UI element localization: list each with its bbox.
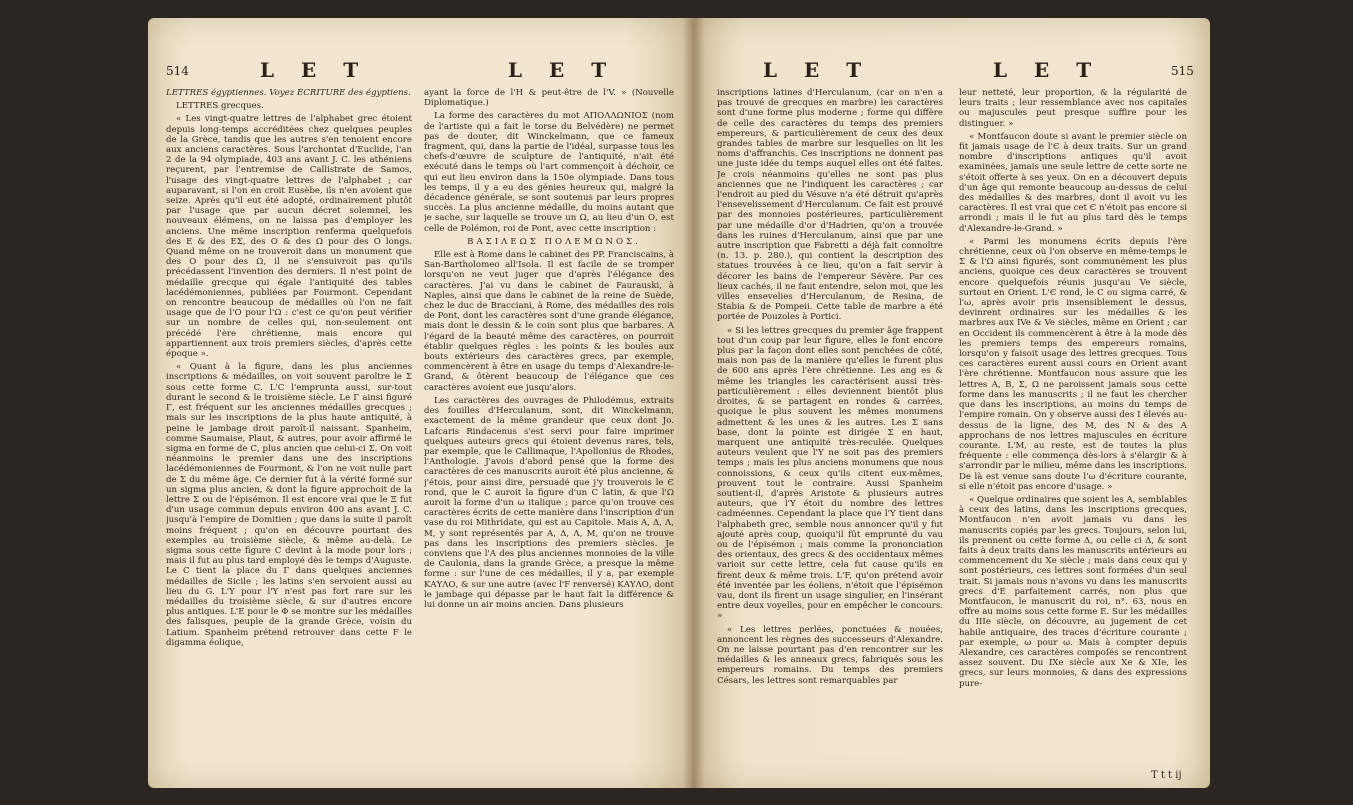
running-head-right: L E T — [508, 58, 617, 82]
running-head-right: L E T — [993, 58, 1102, 82]
paragraph: inscriptions latines d'Herculanum, (car on n'en a pas trouvé de grecques en marbre) les caractères sont d'une forme plus moderne ; forme qui diffère de celle des caractères du temps des premiers empereurs, & particulièrement de ceux des deux grandes tables de marbre sur lesquelles on lit les noms d'affranchis. Ces inscriptions ne donnent pas une juste idée du temps auquel elles ont été faites. Je crois néanmoins qu'elles ne sont pas plus anciennes que ne l'indiquent les caractères ; car l'endroit au pied du Vésuve n'a été détruit qu'après l'ensevelissement d'Herculanum. Ce fait est prouvé par des monnoies postérieures, particulièrement par une médaille d'or d'Hadrien, qu'on a trouvée dans les ruines d'Herculanum, ainsi que par une autre inscription que Fabretti a déjà fait connoître (n. 13. p. 280.), qui contient la description des statues trouvées à ce lieu, qu'on a fait servir à décorer les bains de l'empereur Sévère. Par ces lieux cachés, il ne faut entendre, selon moi, que les villes ensevelies d'Herculanum, de Resina, de Stabia & de Pompeii. Cette table de marbre a été portée de Pouzoles à Portici. — [717, 88, 943, 323]
signature-mark: T t t ij — [1151, 770, 1182, 781]
open-book — [148, 8, 1210, 798]
left-page — [148, 18, 693, 788]
page-number: 515 — [1171, 64, 1194, 78]
paragraph: La forme des caractères du mot ΑΠΟΛΛΩΝΙΟΣ (nom de l'artiste qui a fait le torse du Belvédère) ne permet pas de douter, dit Winckelmann, que ce fameux fragment, qui, dans la partie de l'idéal, surpasse tous les chefs-d'œuvre de sculpture de l'antiquité, n'ait été exécuté dans le temps où l'art commençoit à déchoir, ce qui eut lieu environ dans la 150e olympiade. Dans tous les temps, il y a eu des génies heureux qui, malgré la décadence générale, se sont soutenus par leurs propres succès. La plus ancienne médaille, du moins autant que je sache, sur laquelle se trouve un Ω, au lieu d'un Ο, est celle de Polémon, roi de Pont, avec cette inscription : — [424, 111, 674, 234]
right-page — [693, 18, 1210, 788]
right-column-1 — [717, 88, 943, 778]
paragraph: « Quant à la figure, dans les plus anciennes inscriptions & médailles, on voit souvent paroître le Σ sous cette forme Ϲ. L'Ϲ l'emprunta aussi, sur-tout durant le second & le troisième siècle. Le Γ ainsi figuré Γ, est fréquent sur les anciennes médailles grecques ; mais sur les inscriptions de la plus haute antiquité, à peine le jambage droit paroît-il naissant. Spanheim, comme Saumaise, Plaut, & autres, pour avoir affirmé le sigma en forme de Ϲ, plus ancien que celui-ci Σ. On voit néanmoins le premier dans une des inscriptions lacédémoniennes de Fourmont, & l'on ne voit nulle part de Σ du même âge. Ce dernier fut à la vérité formé sur un sigma plus ancien, & dont la figure approchoit de la lettre Σ ou de l'épisémon. Il est encore vrai que le Ξ fut d'un usage commun depuis environ 400 ans avant J. C. jusqu'à l'empire de Domitien ; que dans la suite il paroît moins fréquent ; qu'on en découvre pourtant des exemples au troisième siècle, & même au-delà. Le sigma sous cette figure Ϲ devint à la mode pour lors ; mais il fut au plus tard employé dès le temps d'Auguste. Le C tient la place du Γ dans quelques anciennes médailles de Sicile ; les latins s'en servoient aussi au lieu du G. L'Υ pour l'Υ n'est pas fort rare sur les médailles du troisième siècle, & sur d'autres encore plus antiques. L'Ε pour le Φ se montre sur les médailles des falisques, peuple de la grande Grèce, voisin du Latium. Spanheim prétend retrouver dans cette Ϝ le digamma éolique, — [166, 362, 412, 648]
right-column-2 — [959, 88, 1187, 770]
paragraph: « Quelque ordinaires que soient les Α, semblables à ceux des latins, dans les inscriptions grecques, Montfaucon n'en avoit jamais vu dans les manuscrits copiés par les grecs. Toujours, selon lui, ils prennent ou cette forme Δ, ou celle ci Δ, & sont faits à deux traits dans les manuscrits antérieurs au commencement du Xe siècle ; mais dans ceux qui y sont postérieurs, ces lettres sont formées d'un seul trait. Si jamais nous n'avons vu dans les manuscrits grecs d'Ε parfaitement carrés, non plus que Montfaucon, le manuscrit du roi, n°. 63, nous en offre au moins sous cette forme Ε. Sur les médailles du IIIe siècle, on découvre, au jugement de cet habile antiquaire, des traces d'écriture courante ; par exemple, ω pour ω. Mais à compter depuis Alexandre, ces caractères compoſés se rencontrent assez souvent. Du IXe siècle aux Xe & XIe, les grecs, sur leurs monnoies, & dans des expressions pure- — [959, 494, 1187, 689]
running-head: L E T — [260, 58, 369, 82]
running-head: L E T — [763, 58, 872, 82]
left-column-2 — [424, 88, 674, 778]
page-number: 514 — [166, 64, 189, 78]
paragraph: « Les vingt-quatre lettres de l'alphabet grec étoient depuis long-temps accréditées chez quelques peuples de la Grèce, tandis que les autres s'en tenoient encore aux anciens caractères. Sous l'archontat d'Euclide, l'an 2 de la 94 olympiade, 403 ans avant J. C. les athéniens reçurent, par l'entremise de Callistrate de Samos, l'usage des vingt-quatre lettres de l'alphabet ; car auparavant, si l'on en croit Eusèbe, ils n'en avoient que seize. Après qu'il eut été adopté, ordinairement plutôt par l'usage que par aucun décret solemnel, les nouveaux élémens, on ne laissa pas d'employer les anciens. Une même inscription renferma quelquefois des Ε & des ΕΣ, des Ο & des Ω pour des Ο longs. Quand même on ne trouveroit dans un monument que des Ο pour des Ω, il ne s'ensuivroit pas qu'ils précédassent l'invention des derniers. Il n'est point de médaille grecque qui égale l'antiquité des tables lacédémoniennes, publiées par Fourmont. Cependant on rencontre beaucoup de médailles où l'on ne fait usage que de l'Ο pour l'Ω : c'est ce qu'on peut vérifier sur un nombre de celles qui, non-seulement ont précédé l'ère chrétienne, mais encore qui appartiennent aux trois premiers siècles, d'après cette époque ». — [166, 114, 412, 360]
paragraph: « Si les lettres grecques du premier âge frappent tout d'un coup par leur figure, elles le font encore plus par la façon dont elles sont penchées de côté, mais non pas de la manière qu'elles le furent plus de 600 ans après l'ère chrétienne. Les ang es & même les triangles les caractérisent aussi très-particulièrement : elles deviennent bientôt plus droites, & se partagent en rondes & carrées, quoique le plus souvent les mêmes monumens admettent & les unes & les autres. Les Σ sans base, dont la pointe est dirigée Σ en haut, marquent une antiquité très-reculée. Quelques auteurs veulent que l'Υ ne soit pas des premiers temps ; mais les plus anciens monumens que nous connoissions, & ceux qu'ils citent eux-mêmes, prouvent tout le contraire. Aussi Spanheim soutient-il, d'après Aristote & plusieurs autres auteurs, que l'Υ étoit du nombre des lettres cadméennes. Cependant la place que l'Υ tient dans l'alphabeth grec, semble nous annoncer qu'il y fut ajouté après coup, quoiqu'il fût emprunté du vau ou de l'épisémon ; mais comme la prononciation des orientaux, des grecs & des occidentaux mêmes varioit sur cette lettre, cela fut cause qu'ils en firent deux & même trois. L'F, qu'on prétend avoir été inventée par les éoliens, n'étoit que l'épisémon vau, dont ils firent un usage singulier, en l'insérant entre deux voyelles, pour en empêcher le concours. » — [717, 325, 943, 622]
paragraph: LETTRES égyptiennes. Voyez ÉCRITURE des égyptiens. — [166, 88, 411, 98]
paragraph: Les caractères des ouvrages de Philodémus, extraits des fouilles d'Herculanum, sont, dit Winckelmann, exactement de la même grandeur que ceux dont Jo. Lafcaris Rindacenus s'est servi pour faire imprimer quelques auteurs grecs qui étoient devenus rares, tels, par exemple, que le Callimaque, l'Apollonius de Rhodes, l'Anthologie. J'avois d'abord pensé que la forme des caractères de ces manuscrits auroit été plus ancienne, & j'étois, pour ainsi dire, persuadé que j'y trouverois le Є rond, que le Ϲ auroit la figure d'un C latin, & que l'Ω auroit la forme d'un ω italique ; parce qu'on trouve ces caractères écrits de cette manière dans l'inscription d'un vase du roi Mithridate, qui est au Capitole. Mais Α, Δ, Λ, Μ, y sont représentés par Α, Δ, Λ, Μ, qu'on ne trouve pas dans les inscriptions des premiers siècles. Je conviens que l'A des plus anciennes monnoies de la ville de Caulonia, dans la grande Grèce, a presque la même forme : sur l'une de ces médailles, il y a, par exemple ΚΑΥΛΟ, & sur une autre (avec l'Ϝ renversé) ΚΑΥΛΟ, dont le jambage qui dépasse par le haut fait la différence & lui donne un air moins ancien. Dans plusieurs — [424, 395, 674, 610]
book-gutter — [683, 18, 705, 788]
paragraph: leur netteté, leur proportion, & la régularité de leurs traits ; leur ressemblance avec nos capitales ou majuscules peut presque suffire pour les distinguer. » — [959, 88, 1187, 129]
paragraph: ayant la force de l'H & peut-être de l'V. » (Nouvelle Diplomatique.) — [424, 88, 674, 109]
paragraph: « Les lettres perlées, ponctuées & nouées, annoncent les règnes des successeurs d'Alexandre. On ne laisse pourtant pas d'en rencontrer sur les médailles & les anneaux grecs, fabriqués sous les empereurs romains. Du temps des premiers Césars, les lettres sont remarquables par — [717, 624, 943, 686]
left-column-1 — [166, 88, 412, 778]
paragraph: « Parmi les monumens écrits depuis l'ère chrétienne, ceux où l'on observe en même-temps le Σ & l'Ω ainsi figurés, sont communément les plus anciens, quoique ces deux caractères se trouvent encore quelquefois réunis jusqu'au Ve siècle, surtout en Orient. L'Є rond, le Ϲ ou sigma carré, & l'ω, après avoir pris insensiblement le dessus, devinrent ordinaires sur les médailles & les marbres aux IVe & Ve siècles, même en Orient ; car en Occident ils commencèrent à être à la mode dès les premiers temps des empereurs romains, lorsqu'on y faisoit usage des lettres grecques. Tous ces caractères eurent aussi cours en Orient avant l'ère chrétienne. Montfaucon nous assure que les lettres Α, Β, Σ, Ω ne paroissent jamais sous cette forme dans les manuscrits ; il ne faut les chercher que dans les inscriptions, au moins du temps de l'empire romain. On y observe aussi des Ι élevés au-dessus de la ligne, des Μ, des Ν & des Α approchans de nos lettres majuscules en écriture courante. L'Μ, au reste, est de toutes la plus fréquente : elle commença dès-lors à s'élargir & à s'arrondir par le milieu, même dans les inscriptions. De là est venue sans doute l'ω d'écriture courante, si elle n'étoit pas encore d'usage. » — [959, 236, 1187, 492]
section-heading: LETTRES grecques. — [176, 101, 264, 112]
paragraph: Elle est à Rome dans le cabinet des PP. Franciscains, à San-Bartholomeo all'Isola. Il est facile de se tromper lorsqu'on ne veut juger que d'après l'élégance des caractères. J'ai vu dans le cabinet de Faurauski, à Naples, ainsi que dans le cabinet de la reine de Suède, chez le duc de Bracciani, à Rome, des médailles des rois de Pont, dont les caractères sont d'une grande élégance, mais dont le dessin & le coin sont plus que barbares. A l'égard de la beauté même des caractères, on pourroit établir quelques règles : les points & les boules aux bouts extérieurs des caractères grecs, par exemple, commencèrent à être en usage du temps d'Alexandre-le-Grand, & ôtèrent beaucoup de l'élégance que ces caractères avoient eue jusqu'alors. — [424, 250, 674, 393]
greek-inscription: ΒΑΣΙΛΕΩΣ ΠΟΛΕΜΩΝΟΣ. — [467, 236, 641, 247]
paragraph: « Montfaucon doute si avant le premier siècle on fit jamais usage de l'Є à deux traits. Sur un grand nombre d'inscriptions antiques qu'il avoit examinées, jamais une seule lettre de cette sorte ne s'étoit offerte à ses yeux. On en a découvert depuis d'un âge qui remonte beaucoup au-dessus de celui des médailles & des marbres, dont il avoit vu les caractères. Il est vrai que cet Є n'étoit pas encore si arrondi ; mais il le fut au plus tard dès le temps d'Alexandre-le-Grand. » — [959, 131, 1187, 234]
